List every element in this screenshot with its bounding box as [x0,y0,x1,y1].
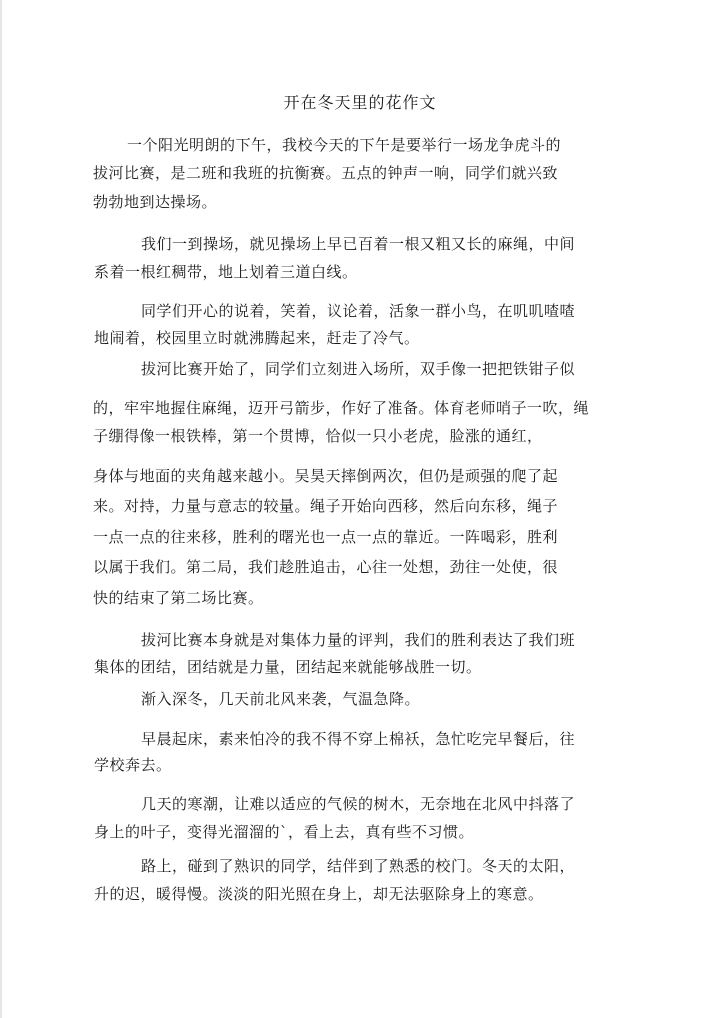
text-line: 以属于我们。第二局，我们趁胜追击，心往一处想，劲往一处使，很 [93,558,559,576]
text-line: 身上的叶子，变得光溜溜的`，看上去，真有些不习惯。 [94,823,475,841]
text-line: 系着一根红稠带，地上划着三道白线。 [94,263,358,281]
text-line: 身体与地面的夹角越来越小。吴昊天摔倒两次，但仍是顽强的爬了起 [93,467,559,485]
text-line: 学校奔去。 [94,756,172,774]
text-line: 拔河比赛，是二班和我班的抗衡赛。五点的钟声一响，同学们就兴致 [93,164,559,182]
text-line: 渐入深冬，几天前北风来袭，气温急降。 [141,690,421,708]
text-line: 一个阳光明朗的下午，我校今天的下午是要举行一场龙争虎斗的 [127,136,562,154]
text-line: 路上，碰到了熟识的同学，结伴到了熟悉的校门。冬天的太阳， [141,857,576,875]
text-line: 快的结束了第二场比赛。 [93,589,264,607]
text-line: 拔河比赛本身就是对集体力量的评判，我们的胜利表达了我们班 [141,631,576,649]
text-line: 拔河比赛开始了，同学们立刻进入场所，双手像一把把铁钳子似 [141,360,576,378]
text-line: 勃勃地到达操场。 [93,193,218,211]
text-line: 集体的团结，团结就是力量，团结起来就能够战胜一切。 [94,658,482,676]
text-line: 升的迟，暖得慢。淡淡的阳光照在身上，却无法驱除身上的寒意。 [94,885,544,903]
text-line: 一点一点的往来移，胜利的曙光也一点一点的靠近。一阵喝彩，胜利 [93,528,559,546]
text-line: 早晨起床，素来怕冷的我不得不穿上棉袄，急忙吃完早餐后，往 [141,730,576,748]
text-line: 来。对持，力量与意志的较量。绳子开始向西移，然后向东移，绳子 [93,497,559,515]
text-line: 的，牢牢地握住麻绳，迈开弓箭步，作好了准备。体育老师哨子一吹，绳 [93,399,590,417]
text-line: 我们一到操场，就见操场上早已百着一根又粗又长的麻绳，中间 [141,235,576,253]
page-edge [0,0,2,1018]
document-title: 开在冬天里的花作文 [283,93,437,112]
text-line: 几天的寒潮，让难以适应的气候的树木，无奈地在北风中抖落了 [141,795,576,813]
text-line: 地闹着，校园里立时就沸腾起来，赶走了冷气。 [94,329,420,347]
text-line: 同学们开心的说着，笑着，议论着，活象一群小鸟，在叽叽喳喳 [141,302,576,320]
text-line: 子绷得像一根铁棒，第一个贯博，恰似一只小老虎，脸涨的通红， [93,427,543,445]
